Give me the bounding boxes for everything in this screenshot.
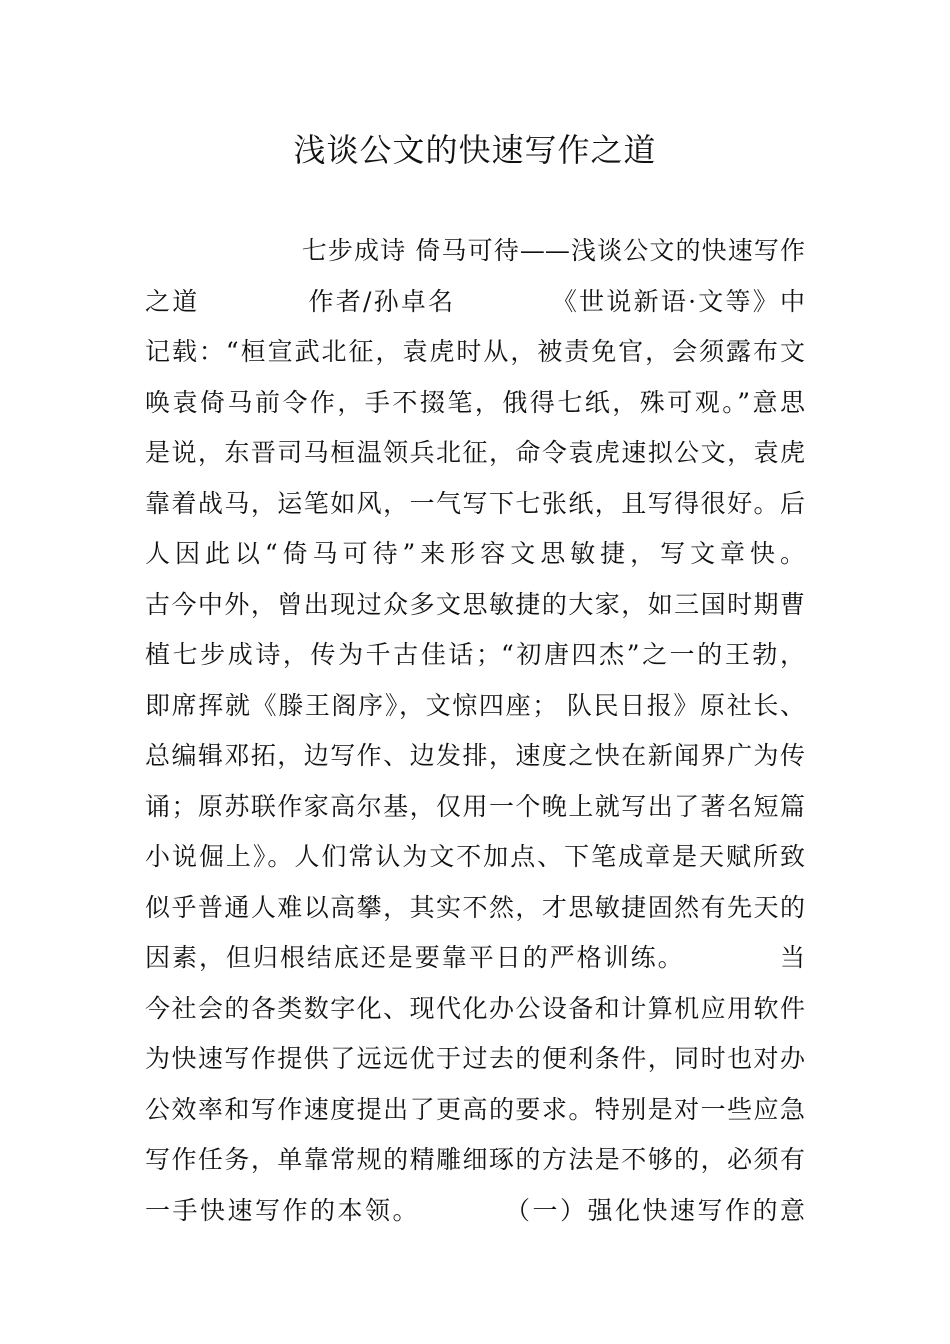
body-line-20: 一手快速写作的本领。 （一）强化快速写作的意 (145, 1195, 805, 1225)
body-line-15: 因素，但归根结底还是要靠平日的严格训练。 当 (145, 943, 805, 972)
body-line-2: 之道 作者/孙卓名 《世说新语·文等》中 (145, 286, 805, 316)
body-line-3: 记载：“桓宣武北征，袁虎时从，被责免官，会须露布文 (145, 337, 805, 366)
body-line-11: 总编辑邓拓，边写作、边发排，速度之快在新闻界广为传 (145, 741, 805, 770)
body-line-1: 七步成诗 倚马可待——浅谈公文的快速写作 (145, 236, 805, 265)
body-line-17: 为快速写作提供了远远优于过去的便利条件，同时也对办 (145, 1044, 805, 1073)
body-line-19: 写作任务，单靠常规的精雕细琢的方法是不够的，必须有 (145, 1145, 805, 1174)
body-line-18: 公效率和写作速度提出了更高的要求。特别是对一些应急 (145, 1094, 805, 1124)
body-line-8: 古今中外，曾出现过众多文思敏捷的大家，如三国时期曹 (145, 589, 805, 619)
body-line-9: 植七步成诗，传为千古佳话；“初唐四杰”之一的王勃， (145, 640, 805, 669)
body-line-14: 似乎普通人难以高攀，其实不然，才思敏捷固然有先天的 (145, 892, 805, 922)
body-line-4: 唤袁倚马前令作，手不掇笔，俄得七纸，殊可观。”意思 (145, 387, 805, 417)
body-line-6: 靠着战马，运笔如风，一气写下七张纸，且写得很好。后 (145, 488, 805, 518)
document-title: 浅谈公文的快速写作之道 (293, 131, 657, 169)
body-line-13: 小说倔上》。人们常认为文不加点、下笔成章是天赋所致 (145, 842, 805, 871)
body-line-12: 诵；原苏联作家高尔基，仅用一个晚上就写出了著名短篇 (145, 791, 805, 821)
body-line-10: 即席挥就《滕王阁序》，文惊四座； 队民日报》原社长、 (145, 690, 805, 720)
body-line-5: 是说，东晋司马桓温领兵北征，命令袁虎速拟公文，袁虎 (145, 438, 805, 467)
document-body (145, 226, 805, 1236)
body-line-7: 人因此以“倚马可待”来形容文思敏捷，写文章快。 (145, 539, 805, 568)
body-line-16: 今社会的各类数字化、现代化办公设备和计算机应用软件 (145, 993, 805, 1023)
